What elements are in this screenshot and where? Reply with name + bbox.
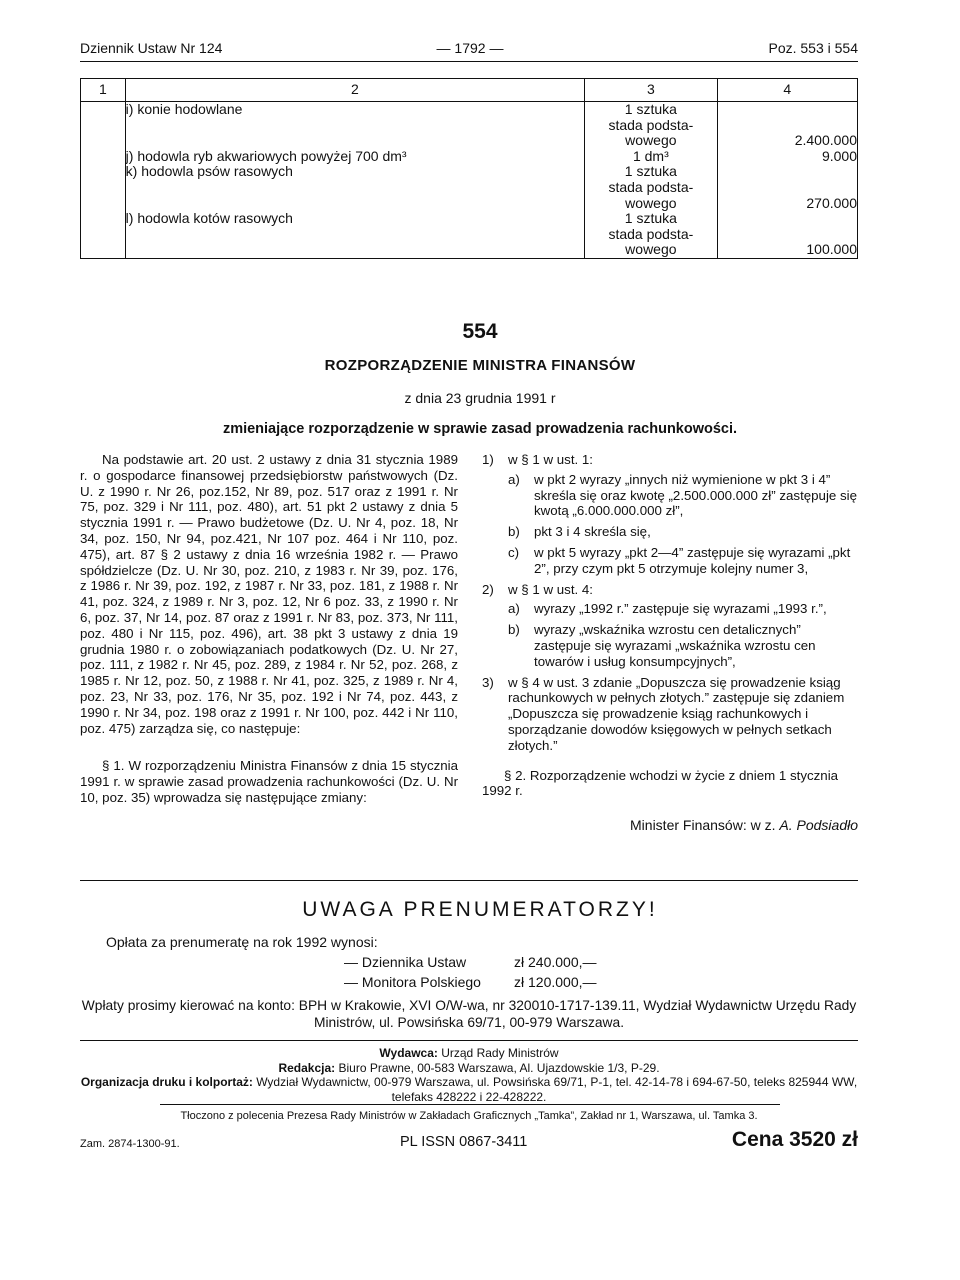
preamble: Na podstawie art. 20 ust. 2 ustawy z dnia 31 stycznia 1989 r. o gospodarce finansowej przedsiębiorstw państwowych (Dz. U. z 1990 r. Nr 26, poz.152, Nr 89, poz. 517 oraz z 1991 r. Nr 75, poz. 329 i Nr 111, poz. 480), art. 51 pkt 2 ustawy z dnia 5 stycznia 1991 r. — Prawo budżetowe (Dz. U. Nr 4, poz. 18, Nr 34, poz. 150, Nr 94, poz.421, Nr 107 poz. 464 i Nr 110, poz. 475), art. 87 § 2 ustawy z dnia 16 września 1982 r. — Prawo spółdzielcze (Dz. U. Nr 30, poz. 210, z 1983 r. Nr 39, poz. 176, z 1986 r. Nr 39, poz. 192, z 1987 r. Nr 33, poz. 181, z 1988 r. Nr 41, poz. 324, z 1989 r. Nr 3, poz. 12, Nr 6 poz. 33, z 1990 r. Nr 6, poz. 37, Nr 14, poz. 87 oraz z 1991 r. Nr 83, poz. 373, Nr 111, poz. 480 i Nr 115, poz. 496), art. 38 pkt 3 ustawy z dnia 19 grudnia 1980 r. o zobowiązaniach podatkowych (Dz. U. Nr 27, poz. 111, z 1982 r. Nr 45, poz. 289, z 1984 r. Nr 52, poz. 268, z 1985 r. Nr 12, poz. 50, z 1988 r. Nr 41, poz. 325, z 1989 r. Nr 4, poz. 23, Nr 33, poz. 176, Nr 35, poz. 192 i Nr 74, poz. 443, z 1990 r. Nr 34, poz. 198 oraz z 1991 r. Nr 100, poz. 442 i Nr 110, poz. 475) zarządza się, co następuje: bbox=[80, 452, 458, 736]
notice-intro: Opłata za prenumeratę na rok 1992 wynosi: bbox=[106, 934, 378, 950]
item-number: 1) bbox=[482, 452, 494, 467]
unit-line: 1 dm³ bbox=[632, 147, 669, 164]
activity-line bbox=[126, 118, 584, 134]
table-cell-activities bbox=[125, 102, 584, 259]
item-number: 2) bbox=[482, 581, 494, 597]
distribution-value: Wydział Wydawnictw, 00-979 Warszawa, ul. Powsińska 69/71, P-1, tel. 42-14-78 i 694-67-50, teleks 825944 WW, telefaks 428222 i 22-428222. bbox=[256, 1075, 858, 1104]
subitem-text: wyrazy „wskaźnika wzrostu cen detalicznych” zastępuje się wyrazami „wskaźnika wzrostu cen towarów i usług konsumpcyjnych”, bbox=[534, 622, 816, 669]
amount-line bbox=[718, 180, 857, 196]
subitem-text: w pkt 5 wyrazy „pkt 2—4” zastępuje się wyrazami „pkt 2”, przy czym pkt 5 otrzymuje kolejny numer 3, bbox=[534, 544, 851, 576]
subitem-letter: c) bbox=[508, 544, 520, 560]
table-cell-units bbox=[585, 102, 718, 259]
list-item bbox=[482, 582, 858, 598]
left-column bbox=[80, 452, 458, 806]
table-header-col3: 3 bbox=[585, 79, 718, 102]
position-numbers: Poz. 553 i 554 bbox=[768, 40, 858, 56]
publisher-value: Urząd Rady Ministrów bbox=[441, 1046, 559, 1060]
subitem-text: w pkt 2 wyrazy „innych niż wymienione w pkt 3 i 4” skreśla się oraz kwotę „2.500.000.000 zł” zastępuje się kwotą „6.000.000.000 zł”, bbox=[534, 471, 857, 519]
price-item-name: — Monitora Polskiego bbox=[344, 974, 481, 990]
rates-table bbox=[80, 78, 858, 259]
unit-line: wowego bbox=[625, 194, 677, 211]
table-header-col4: 4 bbox=[717, 79, 857, 102]
unit-line: stada podsta- bbox=[608, 116, 694, 133]
signature-name: A. Podsiadło bbox=[779, 817, 858, 833]
table-cell-amounts bbox=[717, 102, 857, 259]
subitem-letter: a) bbox=[508, 471, 520, 487]
act-number: 554 bbox=[462, 320, 498, 343]
order-number: Zam. 2874-1300-91. bbox=[80, 1138, 180, 1150]
amount-line: 9.000 bbox=[821, 147, 857, 164]
list-subitem bbox=[508, 524, 858, 540]
price-item-value: zł 120.000,— bbox=[514, 974, 597, 990]
amount-line bbox=[718, 102, 857, 118]
subitem-letter: b) bbox=[508, 622, 520, 638]
amount-line bbox=[718, 211, 857, 227]
amount-line: 2.400.000 bbox=[794, 132, 857, 149]
distribution-label: Organizacja druku i kolportaż: bbox=[80, 1075, 253, 1089]
price-item-name: — Dziennika Ustaw bbox=[344, 954, 467, 970]
activity-line bbox=[126, 180, 584, 196]
header-rule bbox=[80, 61, 858, 62]
issue-price: Cena 3520 zł bbox=[731, 1128, 858, 1151]
payment-info: Wpłaty prosimy kierować na konto: BPH w Krakowie, XVI O/W-wa, nr 320010-1717-139.11, Wydział Wydawnictw Urzędu Rady Ministrów, ul. Powsińska 69/71, 00-979 Warszawa. bbox=[81, 998, 857, 1030]
item-number: 3) bbox=[482, 674, 494, 690]
table-header-col2: 2 bbox=[125, 79, 584, 102]
activity-line: j) hodowla ryb akwariowych powyżej 700 dm³ bbox=[125, 147, 407, 164]
paragraph-1: § 1. W rozporządzeniu Ministra Finansów z dnia 15 stycznia 1991 r. w sprawie zasad prowadzenia rachunkowości (Dz. U. Nr 10, poz. 35) wprowadza się następujące zmiany: bbox=[80, 758, 458, 805]
page-number: — 1792 — bbox=[436, 40, 504, 56]
subitem-text: wyrazy „1992 r.” zastępuje się wyrazami „1993 r.”, bbox=[534, 601, 827, 617]
list-item bbox=[482, 452, 858, 468]
unit-line: stada podsta- bbox=[608, 225, 694, 242]
printing-note: Tłoczono z polecenia Prezesa Rady Ministrów w Zakładach Graficznych „Tamka”, Zakład nr 1, Warszawa, ul. Tamka 3. bbox=[180, 1110, 758, 1122]
signature bbox=[482, 817, 858, 833]
activity-line: l) hodowla kotów rasowych bbox=[125, 210, 293, 227]
activity-line bbox=[126, 133, 584, 149]
subitem-letter: a) bbox=[508, 601, 520, 617]
signature-prefix: Minister Finansów: w z. bbox=[630, 817, 776, 833]
amount-line bbox=[718, 164, 857, 180]
publisher-rule bbox=[80, 1040, 858, 1041]
paragraph-2: § 2. Rozporządzenie wchodzi w życie z dniem 1 stycznia 1992 r. bbox=[482, 767, 839, 799]
print-rule bbox=[160, 1104, 780, 1105]
unit-line: 1 sztuka bbox=[624, 210, 677, 227]
list-subitem bbox=[508, 601, 858, 617]
activity-line bbox=[126, 196, 584, 212]
subitem-letter: b) bbox=[508, 524, 520, 540]
activity-line: k) hodowla psów rasowych bbox=[125, 163, 293, 180]
list-subitem bbox=[508, 472, 858, 519]
act-subject: zmieniające rozporządzenie w sprawie zasad prowadzenia rachunkowości. bbox=[222, 421, 738, 437]
issn: PL ISSN 0867-3411 bbox=[400, 1134, 528, 1150]
publisher-info bbox=[80, 1046, 858, 1104]
notice-rule bbox=[80, 880, 858, 881]
unit-line: wowego bbox=[625, 132, 677, 149]
table-header-col1: 1 bbox=[81, 79, 126, 102]
price-item-value: zł 240.000,— bbox=[514, 954, 597, 970]
editorial-label: Redakcja: bbox=[278, 1060, 336, 1075]
unit-line: 1 sztuka bbox=[624, 163, 677, 180]
activity-line bbox=[126, 227, 584, 243]
item-text: w § 1 w ust. 4: bbox=[508, 581, 593, 597]
table-cell-empty bbox=[81, 102, 126, 259]
activity-line bbox=[126, 242, 584, 258]
publisher-label: Wydawca: bbox=[379, 1046, 438, 1060]
unit-line: wowego bbox=[625, 241, 677, 258]
unit-line: stada podsta- bbox=[608, 178, 694, 195]
journal-name: Dziennik Ustaw Nr 124 bbox=[80, 40, 223, 56]
unit-line: 1 sztuka bbox=[624, 101, 677, 117]
activity-line: i) konie hodowlane bbox=[125, 101, 243, 117]
amount-line: 100.000 bbox=[806, 241, 857, 258]
item-text: w § 1 w ust. 1: bbox=[508, 452, 593, 467]
right-column bbox=[482, 452, 858, 799]
table-row bbox=[81, 102, 858, 259]
act-title: ROZPORZĄDZENIE MINISTRA FINANSÓW bbox=[324, 357, 636, 374]
editorial-value: Biuro Prawne, 00-583 Warszawa, Al. Ujazdowskie 1/3, P-29. bbox=[338, 1060, 660, 1075]
notice-title: UWAGA PRENUMERATORZY! bbox=[302, 898, 658, 921]
list-item bbox=[482, 675, 858, 754]
amount-line: 270.000 bbox=[806, 194, 857, 211]
amount-line bbox=[718, 118, 857, 134]
list-subitem bbox=[508, 622, 858, 669]
subitem-text: pkt 3 i 4 skreśla się, bbox=[534, 524, 651, 540]
list-subitem bbox=[508, 545, 858, 577]
item-text: w § 4 w ust. 3 zdanie „Dopuszcza się prowadzenie ksiąg rachunkowych w pełnych złotych.” zastępuje się zdaniem „Dopuszcza się prowadzenie ksiąg rachunkowych i sporządzanie dowodów księgowych w pełnych setkach złotych.” bbox=[508, 674, 845, 753]
amount-line bbox=[718, 227, 857, 243]
act-date: z dnia 23 grudnia 1991 r bbox=[404, 390, 556, 406]
